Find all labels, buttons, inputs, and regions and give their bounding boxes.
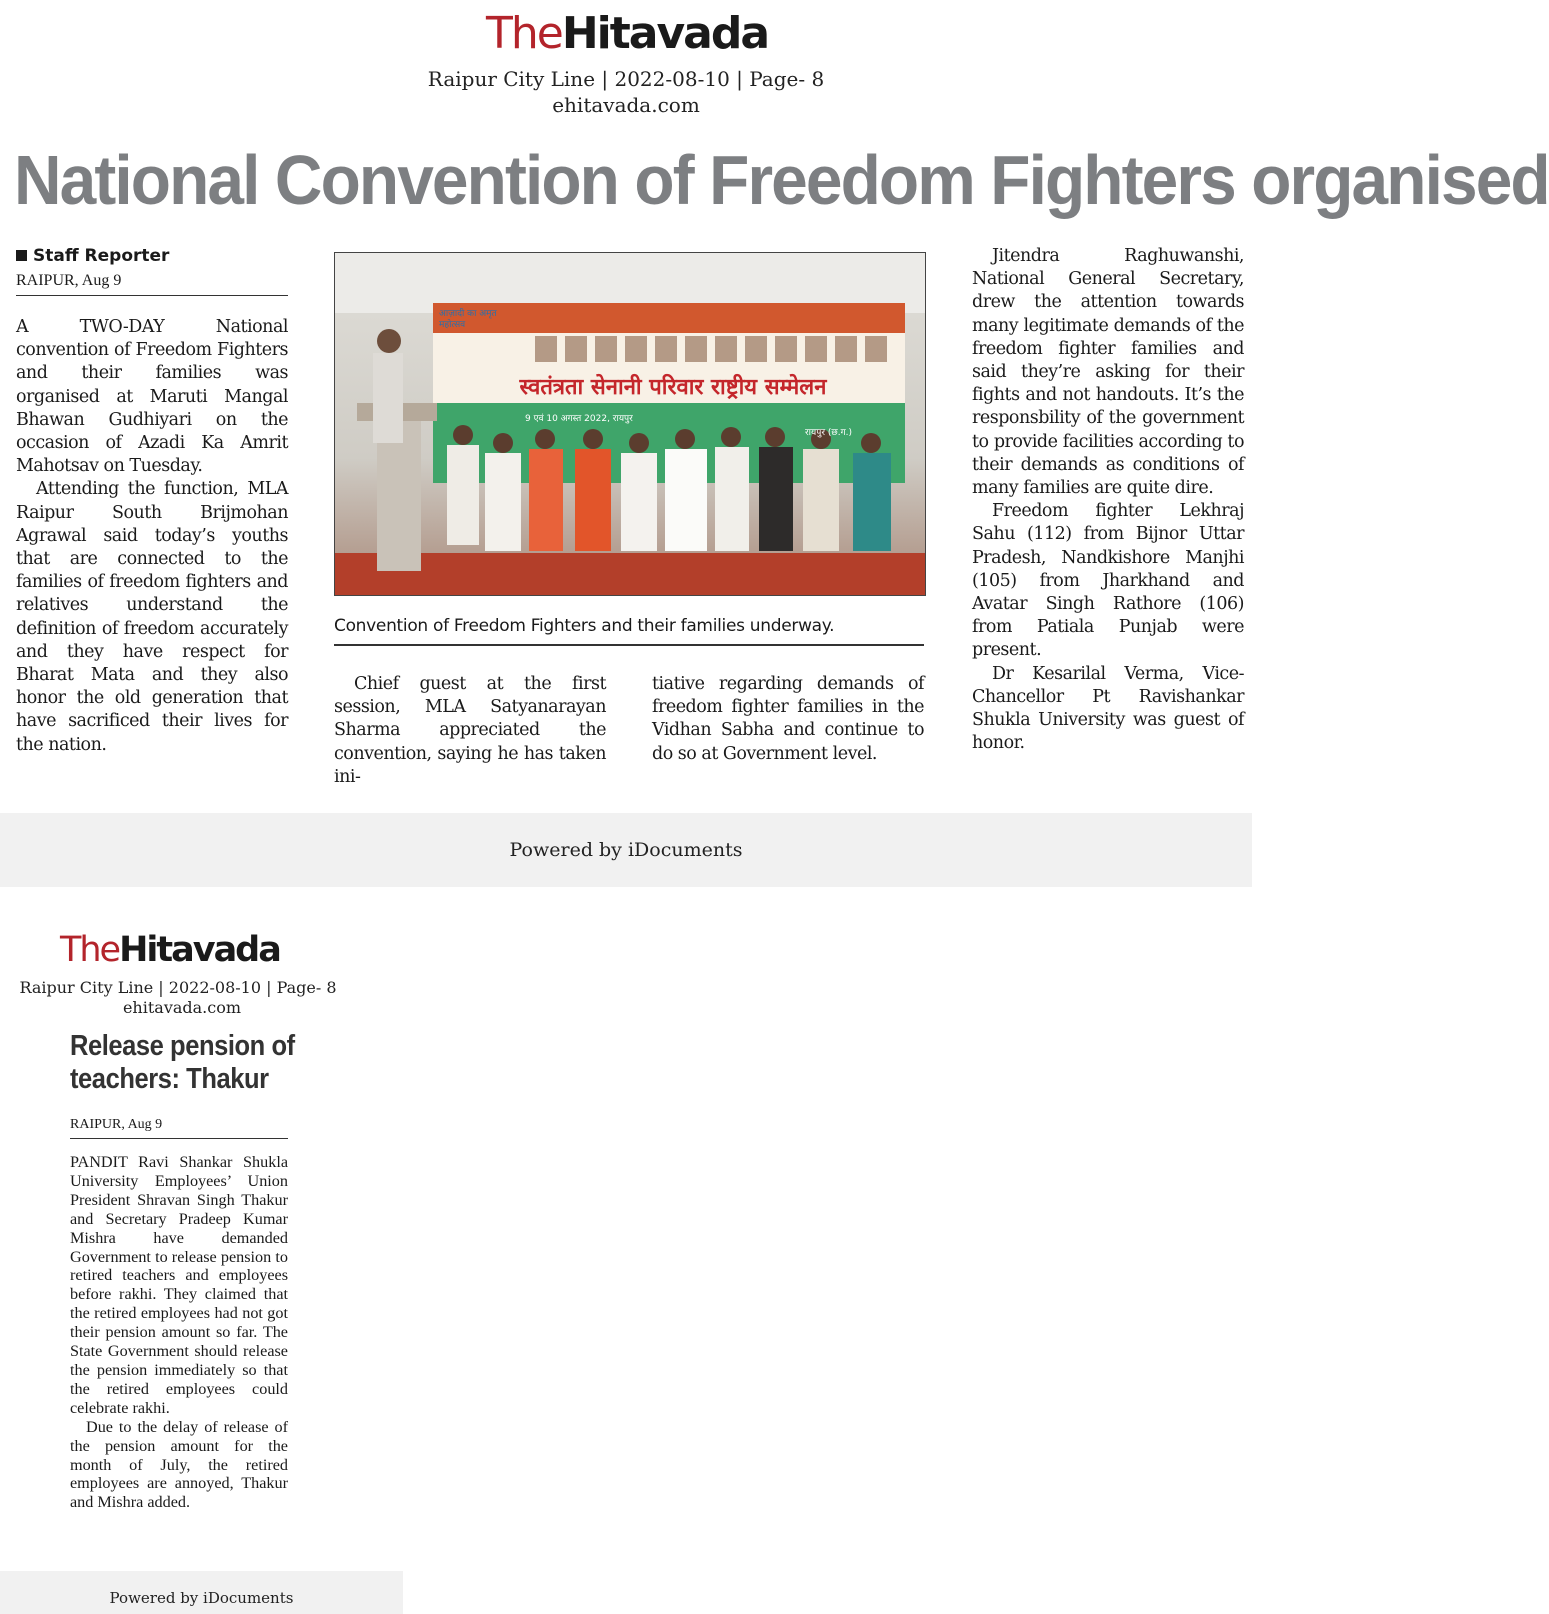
- edition-line: Raipur City Line | 2022-08-10 | Page- 8: [427, 67, 825, 91]
- footer-text: Powered by iDocuments: [509, 839, 743, 861]
- banner-date-text: 9 एवं 10 अगस्त 2022, रायपुर: [525, 414, 633, 424]
- paragraph: A TWO-DAY National convention of Freedom Fighters and their families was organised at Maruti Mangal Bhawan Gudhiyari on the occasion of Azadi Ka Amrit Mahotsav on Tuesday.: [16, 317, 288, 477]
- paragraph: PANDIT Ravi Shankar Shukla University Employees’ Union President Shravan Singh Thakur and Secretary Pradeep Kumar Mishra have demanded Government to release pension to retired teachers and employees before rakhi. They claimed that the retired employees had not got their pension amount so far. The State Government should release the pension immediately so that the retired employees could celebrate rakhi.: [70, 1153, 288, 1417]
- dateline: RAIPUR, Aug 9: [16, 272, 122, 289]
- masthead-logo-2: [60, 928, 280, 972]
- paragraph: Freedom fighter Lekhraj Sahu (112) from Bijnor Uttar Pradesh, Nandkishore Manjhi (105) from Jharkhand and Avatar Singh Rathore (106) from Patiala Punjab were present.: [972, 501, 1244, 661]
- photo-caption: Convention of Freedom Fighters and their families underway.: [334, 616, 835, 636]
- dateline-rule: [16, 295, 288, 296]
- masthead-logo: [486, 6, 768, 62]
- banner-title: स्वतंत्रता सेनानी परिवार राष्ट्रीय सम्मेलन: [519, 375, 827, 400]
- caption-rule: [334, 644, 924, 646]
- convention-photo: [334, 252, 926, 596]
- byline-square-icon: [16, 250, 27, 261]
- dateline-2: RAIPUR, Aug 9: [70, 1117, 163, 1132]
- logo-hitavada: Hitavada: [561, 8, 769, 59]
- paragraph: Jitendra Raghuwanshi, National General Secretary, drew the attention towards many legitimate demands of the freedom fighter families and said they’re asking for their fights and not handouts. It’s the responsbility of the government to provide facilities according to their demands as conditions of many families are quite dire.: [972, 246, 1244, 499]
- paragraph: Attending the function, MLA Raipur South Brijmohan Agrawal said today’s youths that are connected to the families of freedom fighters and relatives understand the definition of freedom accurately and they have respect for Bharat Mata and they also honor the old generation that have sacrificed their lives for the nation.: [16, 479, 288, 755]
- footer-text: Powered by iDocuments: [109, 1588, 294, 1607]
- website-2: ehitavada.com: [122, 998, 242, 1017]
- powered-by-footer-2: [0, 1571, 403, 1614]
- powered-by-footer: [0, 813, 1252, 887]
- article-column-3: [652, 673, 924, 766]
- byline: [16, 246, 169, 266]
- article-headline-2: [70, 1030, 330, 1096]
- article-column-2: [334, 673, 606, 789]
- headline-text: Release pension of teachers: Thakur: [70, 1030, 295, 1095]
- byline-text: Staff Reporter: [33, 246, 170, 266]
- logo-hitavada: Hitavada: [119, 930, 280, 970]
- banner-venue-text: रायपुर (छ.ग.): [805, 428, 853, 438]
- website: ehitavada.com: [552, 93, 700, 117]
- logo-the: The: [486, 8, 562, 59]
- article-column-4: [972, 245, 1244, 755]
- dateline-rule-2: [70, 1138, 288, 1139]
- paragraph: Chief guest at the first session, MLA Satyanarayan Sharma appreciated the convention, saying he has taken ini-: [334, 674, 606, 787]
- paragraph: Due to the delay of release of the pension amount for the month of July, the retired employees are annoyed, Thakur and Mishra added.: [70, 1417, 288, 1512]
- article-headline: National Convention of Freedom Fighters organised: [14, 141, 1549, 219]
- banner-logo-text: आज़ादी का अमृत महोत्सव: [439, 309, 497, 330]
- logo-the: The: [60, 930, 120, 970]
- paragraph: Dr Kesarilal Verma, Vice-Chancellor Pt Ravishankar Shukla University was guest of honor.: [972, 663, 1244, 754]
- paragraph: tiative regarding demands of freedom fighter families in the Vidhan Sabha and continue to do so at Government level.: [652, 674, 924, 764]
- article-column-1: [16, 316, 288, 757]
- edition-line-2: Raipur City Line | 2022-08-10 | Page- 8: [19, 978, 337, 997]
- photo-illustration: [335, 253, 925, 595]
- article-body-2: [70, 1153, 288, 1512]
